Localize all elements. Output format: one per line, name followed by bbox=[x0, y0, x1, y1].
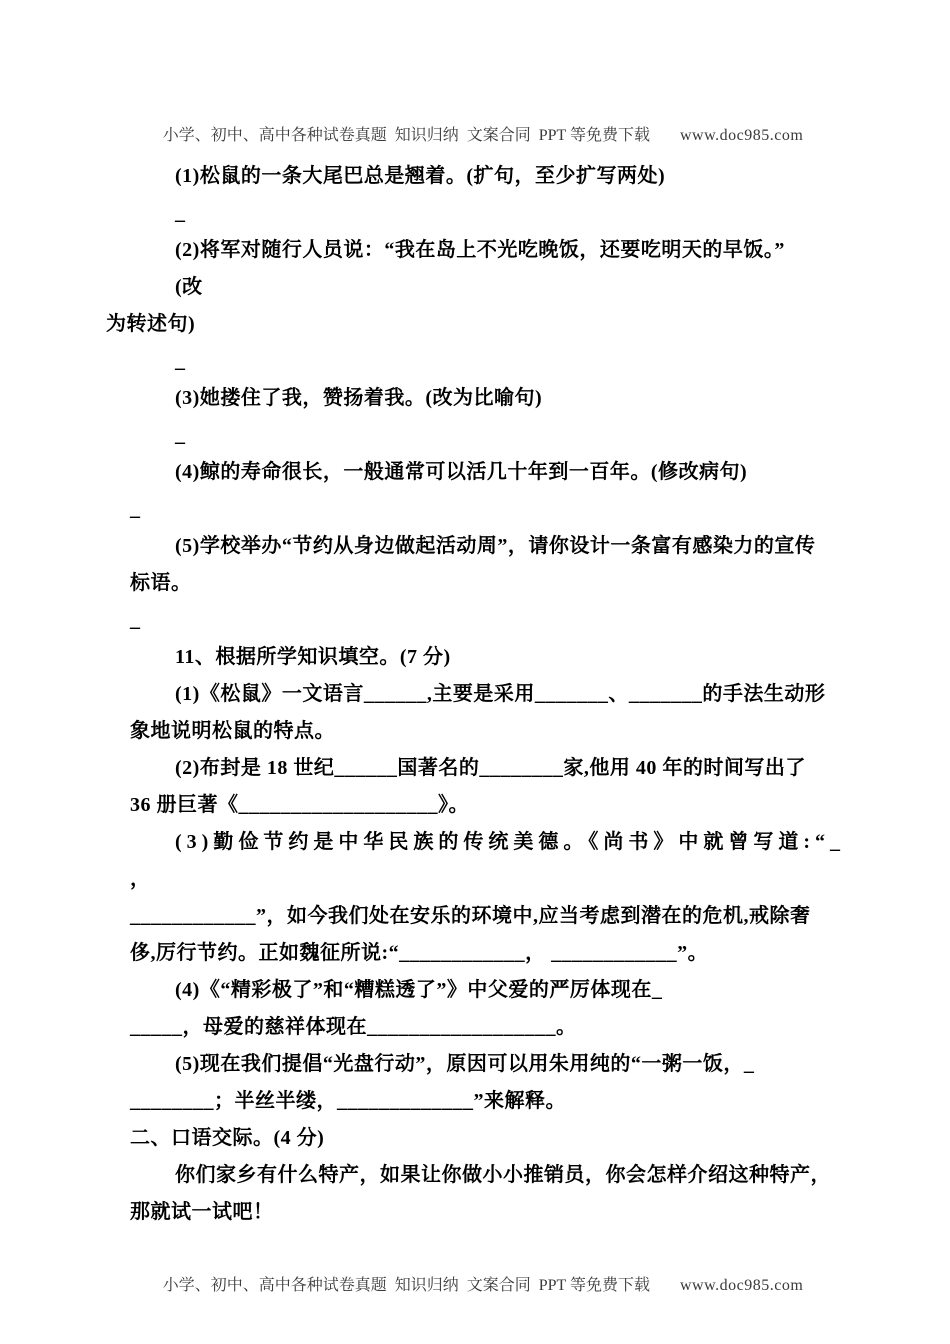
q11-sub5-fill-blank: (5)现在我们提倡“光盘行动”，原因可以用朱用纯的“一粥一饭，_ bbox=[175, 1053, 755, 1075]
q-sub1-expand-sentence: (1)松鼠的一条大尾巴总是翘着。(扩句，至少扩写两处) bbox=[175, 165, 666, 187]
answer-blank-line: _ bbox=[130, 498, 141, 520]
q11-sub5-continuation: ________；半丝半缕，_____________”来解释。 bbox=[130, 1090, 566, 1112]
q11-sub3-continuation-3: 侈,厉行节约。正如魏征所说:“____________， ____________”。 bbox=[130, 942, 709, 964]
q11-heading: 11、根据所学知识填空。(7 分) bbox=[175, 646, 451, 668]
q-sub3-metaphor: (3)她搂住了我，赞扬着我。(改为比喻句) bbox=[175, 387, 543, 409]
q-sub2-continuation-2: 为转述句) bbox=[106, 313, 196, 335]
q11-sub1-continuation: 象地说明松鼠的特点。 bbox=[130, 720, 335, 742]
q11-sub3-continuation: ， bbox=[130, 868, 151, 890]
q-sub2-reported-speech: (2)将军对随行人员说：“我在岛上不光吃晚饭，还要吃明天的早饭。” bbox=[175, 239, 785, 261]
section2-prompt: 你们家乡有什么特产，如果让你做小小推销员，你会怎样介绍这种特产， bbox=[175, 1164, 831, 1186]
footer-promo-text: 小学、初中、高中各种试卷真题 知识归纳 文案合同 PPT 等免费下载 bbox=[162, 1277, 650, 1294]
q11-sub2-continuation: 36 册巨著《___________________》。 bbox=[130, 794, 469, 816]
answer-blank-line: _ bbox=[130, 609, 141, 631]
q-sub5-slogan: (5)学校举办“节约从身边做起活动周”，请你设计一条富有感染力的宣传 bbox=[175, 535, 816, 557]
document-body bbox=[106, 158, 846, 1231]
q11-sub2-fill-blank: (2)布封是 18 世纪______国著名的________家,他用 40 年的时间写出了 bbox=[175, 757, 806, 779]
q-sub4-fix-sentence: (4)鲸的寿命很长，一般通常可以活几十年到一百年。(修改病句) bbox=[175, 461, 748, 483]
q-sub2-continuation: (改 bbox=[175, 276, 203, 298]
answer-blank-line: _ bbox=[175, 350, 186, 372]
page-footer bbox=[0, 1254, 950, 1313]
header-promo-text: 小学、初中、高中各种试卷真题 知识归纳 文案合同 PPT 等免费下载 bbox=[162, 127, 650, 144]
q11-sub4-continuation: _____，母爱的慈祥体现在__________________。 bbox=[130, 1016, 577, 1038]
q11-sub3-fill-blank: (3)勤俭节约是中华民族的传统美德。《尚书》中就曾写道:“_ bbox=[175, 831, 845, 853]
answer-blank-line: _ bbox=[175, 202, 186, 224]
section2-prompt-cont: 那就试一试吧！ bbox=[130, 1201, 274, 1223]
q-sub5-continuation: 标语。 bbox=[130, 572, 192, 594]
footer-site-url[interactable]: www.doc985.com bbox=[680, 1277, 804, 1294]
section2-heading: 二、口语交际。(4 分) bbox=[130, 1127, 325, 1149]
answer-blank-line: _ bbox=[175, 424, 186, 446]
q11-sub1-fill-blank: (1)《松鼠》一文语言______,主要是采用_______、_______的手法生动形 bbox=[175, 683, 826, 705]
q11-sub3-continuation-2: ____________”，如今我们处在安乐的环境中,应当考虑到潜在的危机,戒除奢 bbox=[130, 905, 811, 927]
page-header bbox=[0, 104, 950, 163]
header-site-url[interactable]: www.doc985.com bbox=[680, 127, 804, 144]
q11-sub4-fill-blank: (4)《“精彩极了”和“糟糕透了”》中父爱的严厉体现在_ bbox=[175, 979, 663, 1001]
